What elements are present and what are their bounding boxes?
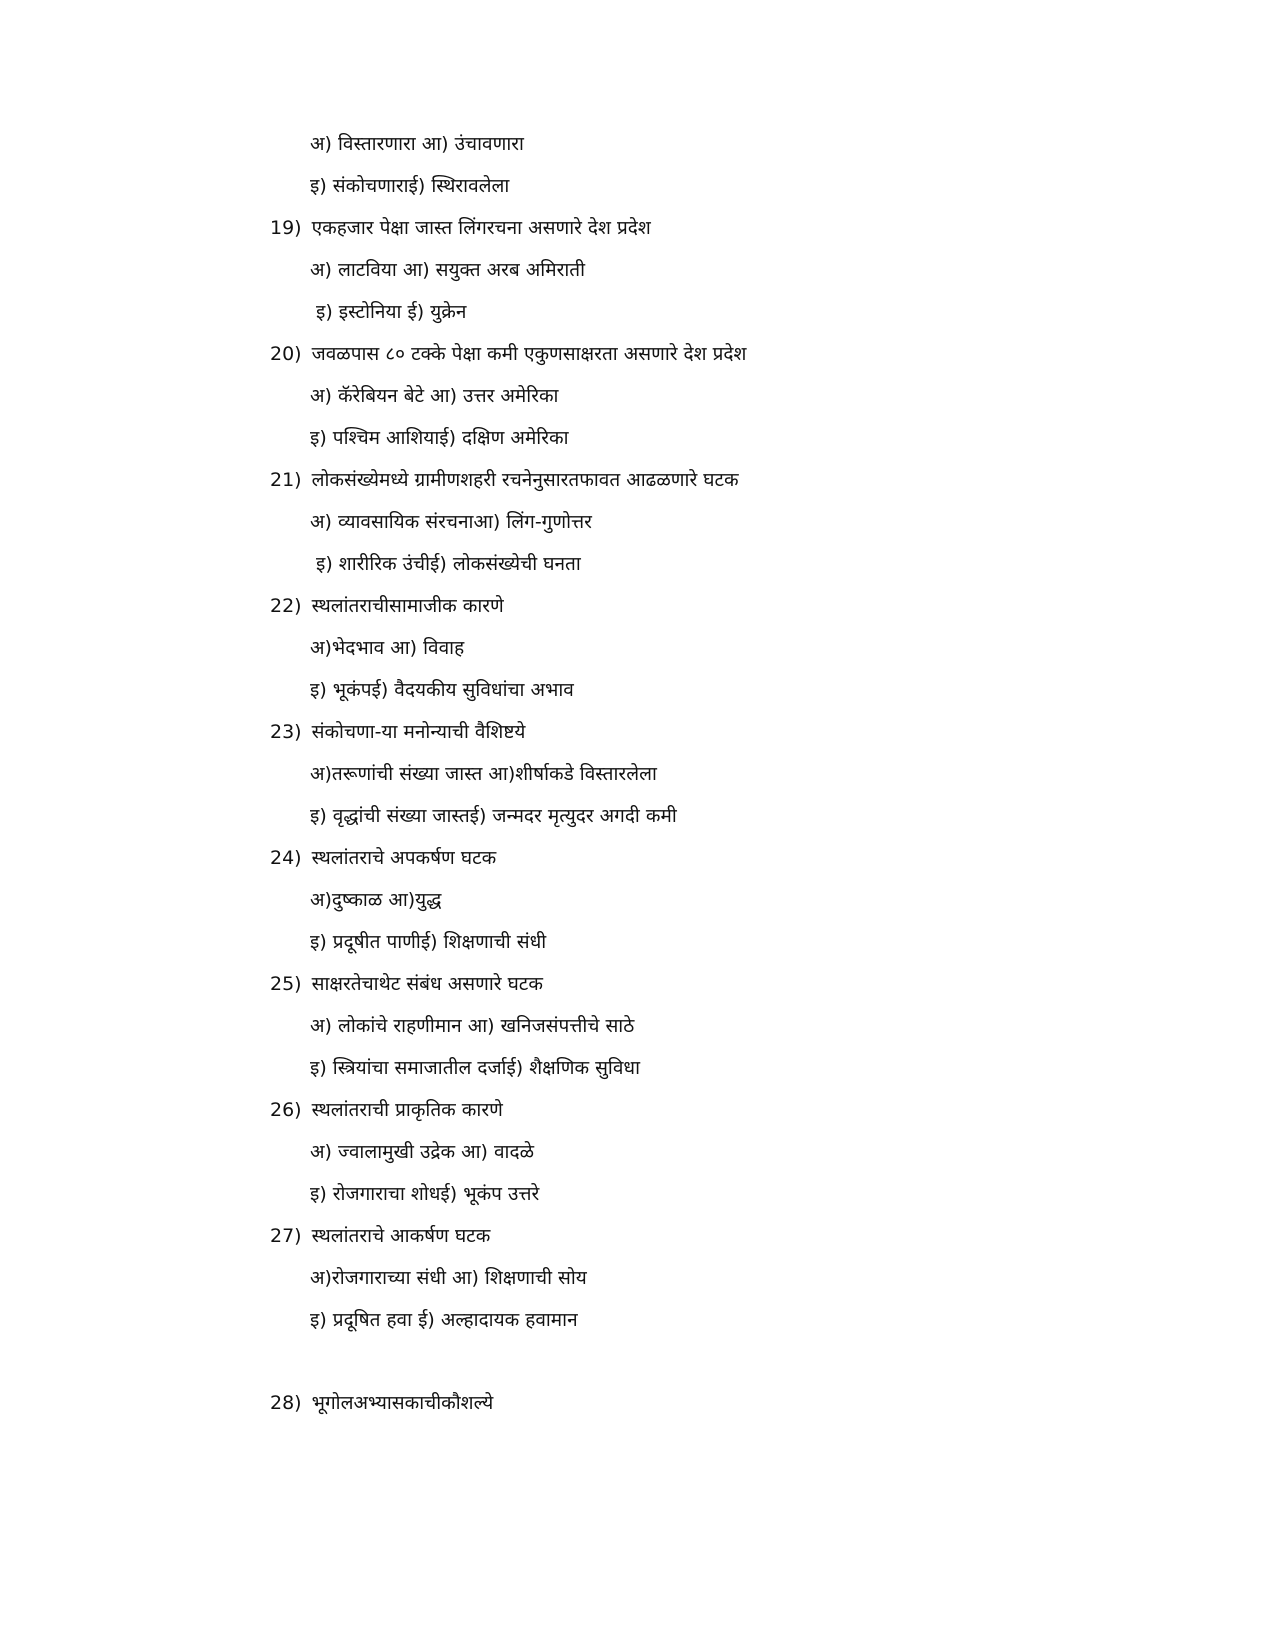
question-number: 26) <box>270 1099 302 1121</box>
option-line: अ)दुष्काळ आ)युद्ध <box>310 889 442 911</box>
question-25 <box>270 971 543 997</box>
question-number: 25) <box>270 973 302 995</box>
question-text: स्थलांतराची प्राकृतिक कारणे <box>311 1099 503 1121</box>
question-19 <box>270 215 651 241</box>
option-line: अ) कॅरेबियन बेटे आ) उत्तर अमेरिका <box>310 385 559 407</box>
option-line: इ) रोजगाराचा शोधई) भूकंप उत्तरे <box>310 1183 540 1205</box>
option-line: इ) भूकंपई) वैदयकीय सुविधांचा अभाव <box>310 679 574 701</box>
question-26 <box>270 1097 503 1123</box>
question-27 <box>270 1223 490 1249</box>
option-line: इ) संकोचणाराई) स्थिरावलेला <box>310 175 510 197</box>
question-text: भूगोलअभ्यासकाचीकौशल्ये <box>311 1392 494 1414</box>
question-text: जवळपास ८० टक्के पेक्षा कमी एकुणसाक्षरता असणारे देश प्रदेश <box>311 343 747 365</box>
question-number: 28) <box>270 1392 302 1414</box>
question-number: 22) <box>270 595 302 617</box>
option-line: इ) स्त्रियांचा समाजातील दर्जाई) शैक्षणिक सुविधा <box>310 1057 641 1079</box>
option-line: अ) लाटविया आ) सयुक्त अरब अमिराती <box>310 259 586 281</box>
option-line: अ) ज्वालामुखी उद्रेक आ) वादळे <box>310 1141 535 1163</box>
question-text: साक्षरतेचाथेट संबंध असणारे घटक <box>311 973 543 995</box>
question-text: एकहजार पेक्षा जास्त लिंगरचना असणारे देश प्रदेश <box>311 217 651 239</box>
option-line: अ)भेदभाव आ) विवाह <box>310 637 465 659</box>
question-number: 27) <box>270 1225 302 1247</box>
question-number: 20) <box>270 343 302 365</box>
option-line: अ)तरूणांची संख्या जास्त आ)शीर्षाकडे विस्तारलेला <box>310 763 657 785</box>
option-line: इ) पश्चिम आशियाई) दक्षिण अमेरिका <box>310 427 569 449</box>
option-line: अ) लोकांचे राहणीमान आ) खनिजसंपत्तीचे साठे <box>310 1015 635 1037</box>
option-line: इ) प्रदूषीत पाणीई) शिक्षणाची संधी <box>310 931 547 953</box>
question-number: 21) <box>270 469 302 491</box>
question-21 <box>270 467 739 493</box>
option-line: अ) विस्तारणारा आ) उंचावणारा <box>310 133 524 155</box>
question-text: स्थलांतराचे अपकर्षण घटक <box>311 847 497 869</box>
question-23 <box>270 719 525 745</box>
question-number: 23) <box>270 721 302 743</box>
option-line: इ) प्रदूषित हवा ई) अल्हादायक हवामान <box>310 1309 578 1331</box>
question-text: स्थलांतराचीसामाजीक कारणे <box>311 595 504 617</box>
option-line: इ) इस्टोनिया ई) युक्रेन <box>316 301 467 323</box>
question-20 <box>270 341 746 367</box>
question-number: 24) <box>270 847 302 869</box>
option-line: इ) शारीरिक उंचीई) लोकसंख्येची घनता <box>316 553 581 575</box>
question-28 <box>270 1390 493 1416</box>
option-line: अ)रोजगाराच्या संधी आ) शिक्षणाची सोय <box>310 1267 587 1289</box>
question-number: 19) <box>270 217 302 239</box>
question-22 <box>270 593 504 619</box>
question-text: संकोचणा-या मनोन्याची वैशिष्टये <box>311 721 526 743</box>
option-line: इ) वृद्धांची संख्या जास्तई) जन्मदर मृत्युदर अगदी कमी <box>310 805 677 827</box>
option-line: अ) व्यावसायिक संरचनाआ) लिंग-गुणोत्तर <box>310 511 592 533</box>
question-24 <box>270 845 496 871</box>
question-text: स्थलांतराचे आकर्षण घटक <box>311 1225 491 1247</box>
question-text: लोकसंख्येमध्ये ग्रामीणशहरी रचनेनुसारतफावत आढळणारे घटक <box>311 469 739 491</box>
